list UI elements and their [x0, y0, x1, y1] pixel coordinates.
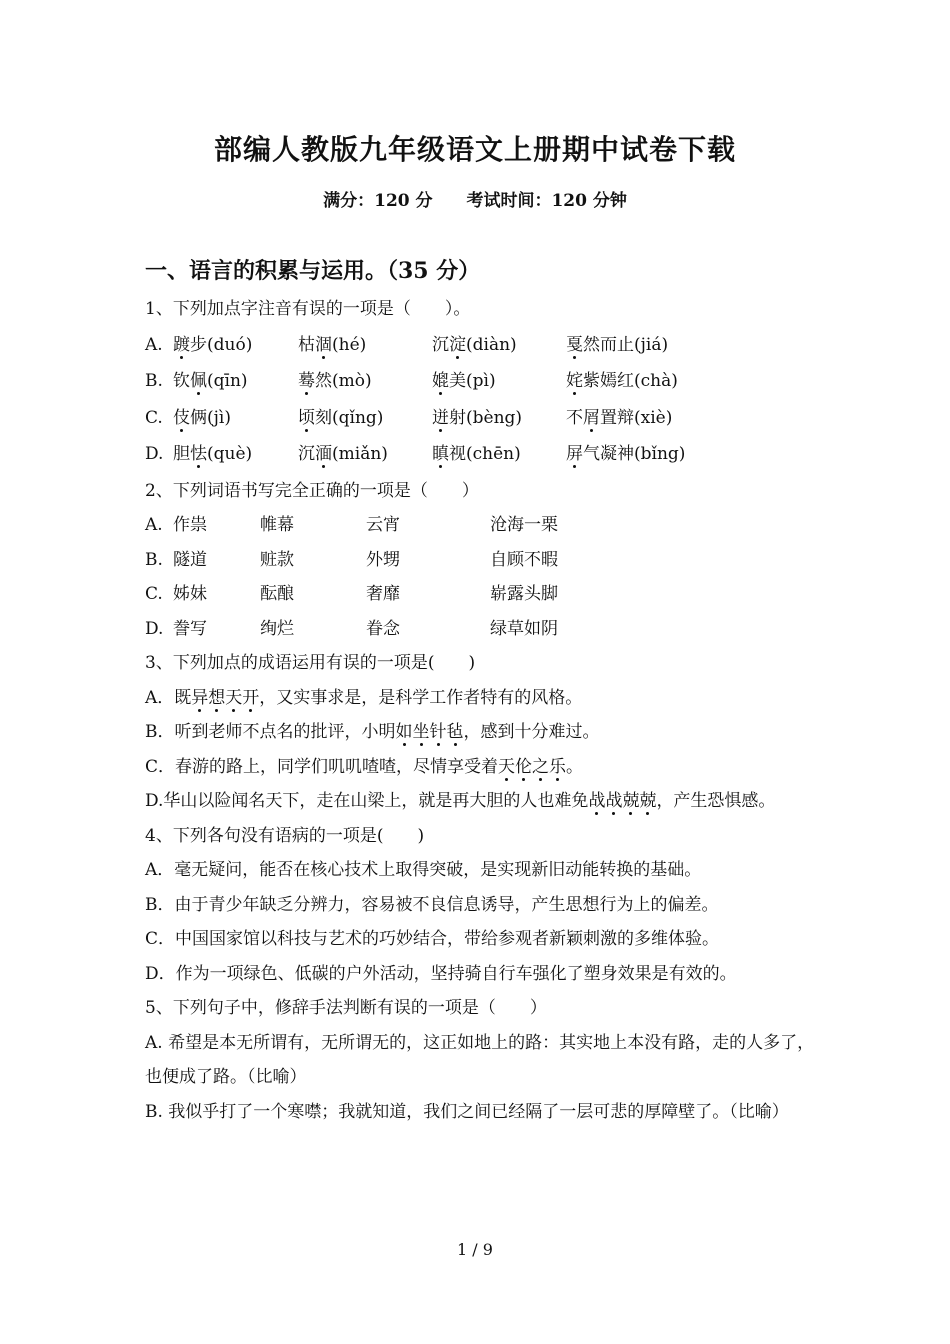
pinyin-item: [432, 400, 566, 437]
item-rest: (qīn): [207, 371, 248, 391]
section-heading: 一、语言的积累与运用。（35 分）: [145, 258, 481, 284]
word: 隧道: [173, 549, 207, 570]
word: 绿草如阴: [490, 618, 558, 639]
item-rest: (diàn): [466, 334, 517, 355]
item-prefix: 枯: [298, 334, 315, 355]
option-text: ，感到十分难过。: [463, 722, 600, 742]
item-prefix: 沉: [298, 444, 315, 464]
question-3-option-d: [145, 784, 815, 819]
page-title: 部编人教版九年级语文上册期中试卷下载: [213, 133, 736, 166]
option-label: D.: [145, 444, 164, 464]
item-rest: 射(bèng): [449, 407, 523, 428]
dotted-character: 开: [242, 687, 260, 708]
question-5-option-a: A. 希望是本无所谓有，无所谓无的，这正如地上的路：其实地上本没有路，走的人多了，也便成了路。（比喻）: [145, 1032, 815, 1087]
dotted-character: 天: [225, 687, 243, 708]
dotted-character: 媲: [432, 371, 449, 391]
word: 自顾不暇: [490, 549, 558, 570]
word: 外甥: [366, 549, 400, 570]
question-4-option-c: C．中国国家馆以科技与艺术的巧妙结合，带给参观者新颖刺激的多维体验。: [145, 929, 720, 949]
option-text: 。: [566, 756, 584, 777]
question-3-option-b: [145, 715, 815, 750]
dotted-character: 瞋: [432, 444, 449, 464]
question-3-option-c: [145, 750, 815, 785]
word: 酝酿: [260, 584, 294, 604]
item-prefix: 钦: [173, 371, 190, 391]
item-prefix: 不: [566, 407, 583, 428]
pinyin-item: [432, 327, 566, 364]
word: 奢靡: [366, 584, 400, 604]
item-prefix: 胆: [173, 444, 190, 464]
dotted-character: 战: [605, 791, 623, 811]
item-rest: 美(pì): [449, 371, 496, 391]
option-text: C．春游的路上，同学们叽叽喳喳，尽情享受着: [145, 756, 499, 777]
pinyin-item: [566, 436, 685, 473]
dotted-character: 伦: [515, 756, 533, 777]
dotted-character: 之: [532, 756, 550, 777]
dotted-character: 兢: [622, 791, 640, 811]
question-3-stem: 3、下列加点的成语运用有误的一项是( ): [145, 653, 476, 673]
dotted-character: 佩: [190, 371, 207, 391]
word: 绚烂: [260, 618, 294, 639]
option-label: B.: [145, 549, 163, 570]
word: 崭露头脚: [490, 584, 558, 604]
dotted-character: 涸: [315, 334, 332, 355]
dotted-idiom: [396, 722, 464, 742]
dotted-character: 屑: [583, 407, 600, 428]
pinyin-item: [173, 327, 298, 364]
item-rest: 置辩(xiè): [600, 407, 673, 428]
dotted-character: 淀: [449, 334, 466, 355]
item-rest: 俩(jì): [190, 407, 231, 428]
question-2-option-b: [145, 543, 815, 578]
question-4-stem: 4、下列各句没有语病的一项是( ): [145, 825, 425, 846]
option-label: B.: [145, 371, 163, 391]
page-number: 1 / 9: [457, 1240, 493, 1259]
item-rest: 步(duó): [190, 334, 253, 355]
pinyin-item: [298, 436, 432, 473]
dotted-character: 湎: [315, 444, 332, 464]
question-1-options: [145, 327, 815, 473]
question-1-option-c: [145, 400, 815, 437]
word: 赃款: [260, 549, 294, 570]
pinyin-item: [566, 327, 668, 364]
word: 沧海一栗: [490, 515, 558, 535]
question-2-stem: 2、下列词语书写完全正确的一项是（ ）: [145, 480, 479, 501]
item-rest: 视(chēn): [449, 444, 521, 464]
dotted-character: 怯: [190, 444, 207, 464]
option-label: C.: [145, 407, 163, 428]
dotted-character: 如: [395, 722, 413, 742]
option-text: B．听到老师不点名的批评，小明: [145, 722, 396, 742]
dotted-character: 姹: [566, 371, 583, 391]
exam-meta: [0, 186, 950, 211]
question-2-option-c: [145, 577, 815, 612]
dotted-character: 兢: [639, 791, 657, 811]
question-2-option-a: [145, 508, 815, 543]
question-1-stem: 1、下列加点字注音有误的一项是（ ）。: [145, 299, 471, 319]
question-1-option-b: [145, 363, 815, 400]
dotted-character: 乐: [549, 756, 567, 777]
word: 誊写: [173, 618, 207, 639]
item-rest: (què): [207, 444, 253, 464]
dotted-character: 迸: [432, 407, 449, 428]
pinyin-item: [298, 363, 432, 400]
pinyin-item: [566, 400, 672, 437]
pinyin-item: [173, 400, 298, 437]
question-2-options: [145, 508, 815, 646]
pinyin-item: [432, 436, 566, 473]
item-rest: (miǎn): [332, 444, 388, 464]
dotted-character: 天: [498, 756, 516, 777]
word: 帷幕: [260, 515, 294, 535]
question-1-option-d: [145, 436, 815, 473]
dotted-character: 踱: [173, 334, 190, 355]
questions: [145, 292, 815, 1129]
option-text: ，又实事求是，是科学工作者特有的风格。: [259, 687, 583, 708]
option-label: C.: [145, 584, 163, 604]
dotted-character: 战: [588, 791, 606, 811]
dotted-idiom: [498, 757, 566, 777]
question-2-option-d: [145, 612, 815, 647]
option-label: A.: [145, 334, 163, 355]
word: 作祟: [173, 515, 207, 535]
dotted-character: 顷: [298, 407, 315, 428]
item-rest: 然而止(jiá): [583, 334, 669, 355]
question-4-option-a: A．毫无疑问，能否在核心技术上取得突破，是实现新旧动能转换的基础。: [145, 860, 702, 880]
option-label: D.: [145, 618, 164, 639]
option-text: ，产生恐惧感。: [656, 791, 776, 811]
item-prefix: 沉: [432, 334, 449, 355]
dotted-idiom: [191, 688, 259, 708]
option-label: A.: [145, 515, 163, 535]
dotted-character: 毡: [446, 722, 464, 742]
word: 云宵: [366, 515, 400, 535]
pinyin-item: [432, 363, 566, 400]
dotted-idiom: [588, 791, 656, 811]
exam-time: 考试时间：120 分钟: [466, 191, 627, 211]
dotted-character: 想: [208, 687, 226, 708]
dotted-character: 蓦: [298, 371, 315, 391]
word: 姊妹: [173, 584, 207, 604]
item-rest: 然(mò): [315, 371, 372, 391]
pinyin-item: [298, 400, 432, 437]
item-rest: 刻(qǐng): [315, 407, 384, 428]
item-rest: 紫嫣红(chà): [583, 371, 678, 391]
question-5-option-b: B. 我似乎打了一个寒噤；我就知道，我们之间已经隔了一层可悲的厚障壁了。（比喻）: [145, 1101, 789, 1122]
item-rest: 气凝神(bǐng): [583, 444, 686, 464]
question-1-option-a: [145, 327, 815, 364]
pinyin-item: [566, 363, 678, 400]
dotted-character: 伎: [173, 407, 190, 428]
pinyin-item: [173, 436, 298, 473]
option-text: D.华山以险闻名天下，走在山梁上，就是再大胆的人也难免: [145, 791, 589, 811]
dotted-character: 坐: [412, 722, 430, 742]
item-rest: (hé): [332, 334, 367, 355]
question-3-option-a: [145, 681, 815, 716]
dotted-character: 戛: [566, 334, 583, 355]
full-score: 满分：120 分: [323, 191, 433, 211]
word: 眷念: [366, 618, 400, 639]
dotted-character: 异: [191, 687, 209, 708]
option-text: A．既: [145, 687, 192, 708]
dotted-character: 屏: [566, 444, 583, 464]
pinyin-item: [298, 327, 432, 364]
question-4-option-d: D．作为一项绿色、低碳的户外活动，坚持骑自行车强化了塑身效果是有效的。: [145, 963, 737, 984]
dotted-character: 针: [429, 722, 447, 742]
pinyin-item: [173, 363, 298, 400]
question-5-stem: 5、下列句子中，修辞手法判断有误的一项是（ ）: [145, 998, 547, 1018]
question-4-option-b: B．由于青少年缺乏分辨力，容易被不良信息诱导，产生思想行为上的偏差。: [145, 894, 719, 915]
